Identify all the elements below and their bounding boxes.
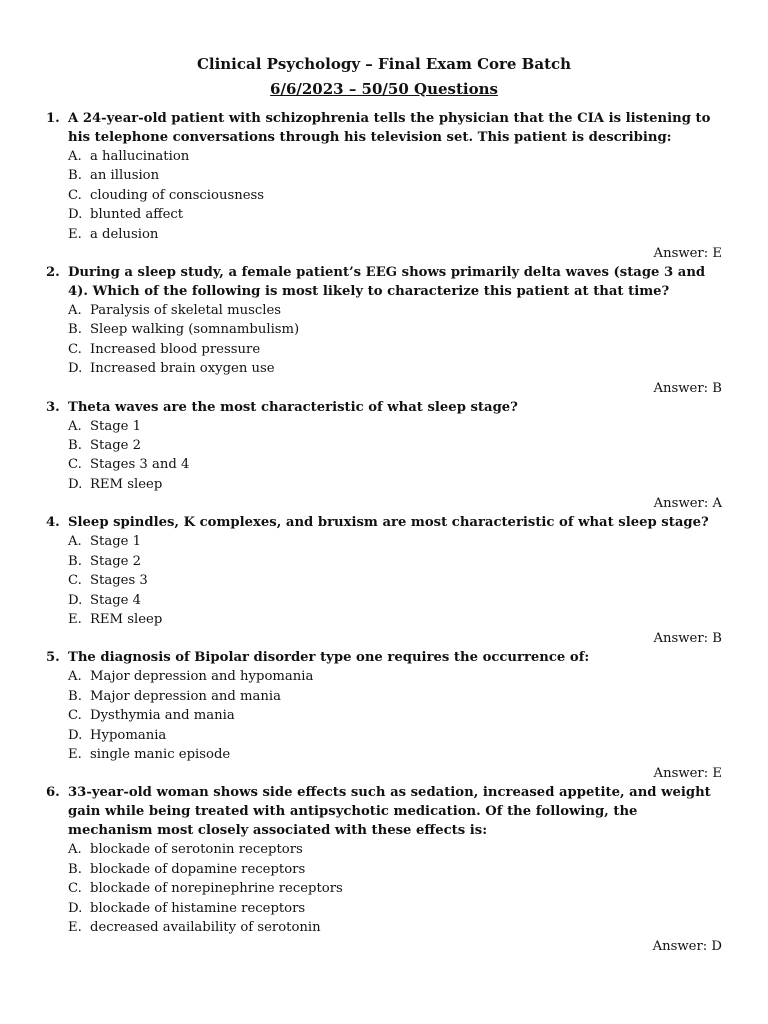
answer-option: [68, 340, 722, 359]
answer-option: [68, 860, 722, 879]
answer-options: [46, 667, 722, 764]
question-text: Sleep spindles, K complexes, and bruxism are most characteristic of what sleep stage?: [68, 515, 709, 531]
option-letter: D.: [68, 207, 83, 223]
question-text: Theta waves are the most characteristic of what sleep stage?: [68, 399, 518, 415]
option-letter: A.: [68, 842, 82, 858]
option-text: REM sleep: [90, 611, 163, 627]
question-stem: [46, 783, 722, 840]
answer-key: Answer: E: [653, 246, 722, 262]
option-letter: E.: [68, 746, 82, 762]
option-letter: C.: [68, 457, 82, 473]
question-stem: [46, 513, 722, 532]
option-text: blockade of norepinephrine receptors: [90, 881, 343, 897]
answer-options: [46, 301, 722, 379]
option-text: a delusion: [90, 226, 159, 242]
option-letter: A.: [68, 669, 82, 685]
answer-options: [46, 840, 722, 937]
option-text: blockade of histamine receptors: [90, 900, 306, 916]
option-text: Major depression and hypomania: [90, 669, 314, 685]
option-text: Stage 1: [90, 534, 142, 550]
answer-key: Answer: E: [653, 766, 722, 782]
answer-option: [68, 532, 722, 551]
question-text: During a sleep study, a female patient’s EEG shows primarily delta waves (stage 3 and 4). Which of the following is most likely to characterize this patient at that time?: [68, 265, 706, 300]
answer-option: [68, 726, 722, 745]
option-text: blockade of dopamine receptors: [90, 861, 306, 877]
question-item: [46, 648, 722, 783]
option-text: Stage 2: [90, 438, 142, 454]
option-text: single manic episode: [90, 746, 231, 762]
option-letter: C.: [68, 187, 82, 203]
option-text: decreased availability of serotonin: [90, 919, 321, 935]
option-letter: A.: [68, 149, 82, 164]
question-text: A 24-year-old patient with schizophrenia tells the physician that the CIA is listening to his telephone conversations through his television set. This patient is describing:: [68, 111, 711, 145]
option-letter: A.: [68, 303, 82, 319]
answer-option: [68, 687, 722, 706]
question-stem: [46, 648, 722, 667]
question-number: 1.: [46, 111, 60, 126]
question-item: [46, 109, 722, 263]
answer-key: Answer: B: [653, 631, 722, 647]
answer-option: [68, 205, 722, 224]
option-text: Increased brain oxygen use: [90, 361, 275, 377]
answer-option: [68, 417, 722, 436]
question-text: The diagnosis of Bipolar disorder type one requires the occurrence of:: [68, 650, 590, 666]
option-letter: D.: [68, 361, 83, 377]
question-stem: [46, 109, 722, 147]
question-item: [46, 263, 722, 398]
option-letter: B.: [68, 322, 82, 338]
answer-options: [46, 417, 722, 495]
option-text: REM sleep: [90, 476, 163, 492]
option-letter: D.: [68, 727, 83, 743]
question-stem: [46, 263, 722, 301]
answer-options: [46, 532, 722, 629]
question-number: 3.: [46, 399, 60, 415]
answer-option: [68, 552, 722, 571]
answer-option: [68, 610, 722, 629]
answer-option: [68, 840, 722, 859]
answer-options: [46, 147, 722, 244]
option-letter: B.: [68, 438, 82, 454]
answer-option: [68, 166, 722, 185]
document-header: [46, 52, 722, 102]
question-item: [46, 783, 722, 956]
option-letter: B.: [68, 553, 82, 569]
question-number: 5.: [46, 650, 60, 666]
question-number: 6.: [46, 785, 60, 801]
option-letter: A.: [68, 534, 82, 550]
question-number: 2.: [46, 265, 60, 281]
option-text: clouding of consciousness: [90, 187, 265, 203]
answer-option: [68, 899, 722, 918]
option-letter: C.: [68, 708, 82, 724]
option-letter: E.: [68, 919, 82, 935]
option-text: Stage 4: [90, 592, 142, 608]
answer-option: [68, 436, 722, 455]
question-list: [46, 109, 722, 956]
option-text: Stage 1: [90, 418, 142, 434]
answer-option: [68, 571, 722, 590]
option-letter: E.: [68, 226, 82, 242]
option-text: Sleep walking (somnambulism): [90, 322, 300, 338]
option-text: Stages 3: [90, 573, 148, 589]
option-letter: C.: [68, 573, 82, 589]
option-letter: A.: [68, 418, 82, 434]
answer-option: [68, 706, 722, 725]
option-letter: E.: [68, 611, 82, 627]
answer-option: [68, 667, 722, 686]
answer-option: [68, 475, 722, 494]
answer-option: [68, 918, 722, 937]
option-text: Paralysis of skeletal muscles: [90, 303, 282, 319]
answer-option: [68, 147, 722, 166]
question-stem: [46, 398, 722, 417]
option-letter: D.: [68, 476, 83, 492]
answer-key: Answer: B: [653, 380, 722, 396]
answer-option: [68, 301, 722, 320]
option-letter: B.: [68, 168, 82, 184]
option-text: Increased blood pressure: [90, 341, 261, 357]
option-text: Dysthymia and mania: [90, 708, 235, 724]
answer-key: Answer: D: [652, 939, 722, 955]
answer-key: Answer: A: [653, 496, 722, 512]
option-letter: D.: [68, 900, 83, 916]
answer-option: [68, 879, 722, 898]
option-text: Stage 2: [90, 553, 142, 569]
option-text: blockade of serotonin receptors: [90, 842, 303, 858]
answer-option: [68, 320, 722, 339]
question-item: [46, 398, 722, 514]
option-letter: C.: [68, 881, 82, 897]
document-title: Clinical Psychology – Final Exam Core Batch: [196, 55, 572, 73]
option-letter: B.: [68, 861, 82, 877]
option-letter: C.: [68, 341, 82, 357]
option-letter: D.: [68, 592, 83, 608]
answer-option: [68, 186, 722, 205]
answer-option: [68, 591, 722, 610]
question-number: 4.: [46, 515, 60, 531]
option-text: Stages 3 and 4: [90, 457, 190, 473]
option-text: a hallucination: [90, 149, 190, 164]
option-text: blunted affect: [90, 207, 184, 223]
question-item: [46, 513, 722, 648]
option-letter: B.: [68, 688, 82, 704]
document-subtitle: 6/6/2023 – 50/50 Questions: [270, 80, 498, 98]
answer-option: [68, 359, 722, 378]
question-text: 33-year-old woman shows side effects such as sedation, increased appetite, and weight gain while being treated with antipsychotic medication. Of the following, the mechanism most closely associated with these effects is:: [68, 785, 711, 839]
option-text: Major depression and mania: [90, 688, 281, 704]
answer-option: [68, 225, 722, 244]
answer-option: [68, 455, 722, 474]
option-text: an illusion: [90, 168, 160, 184]
answer-option: [68, 745, 722, 764]
option-text: Hypomania: [90, 727, 167, 743]
